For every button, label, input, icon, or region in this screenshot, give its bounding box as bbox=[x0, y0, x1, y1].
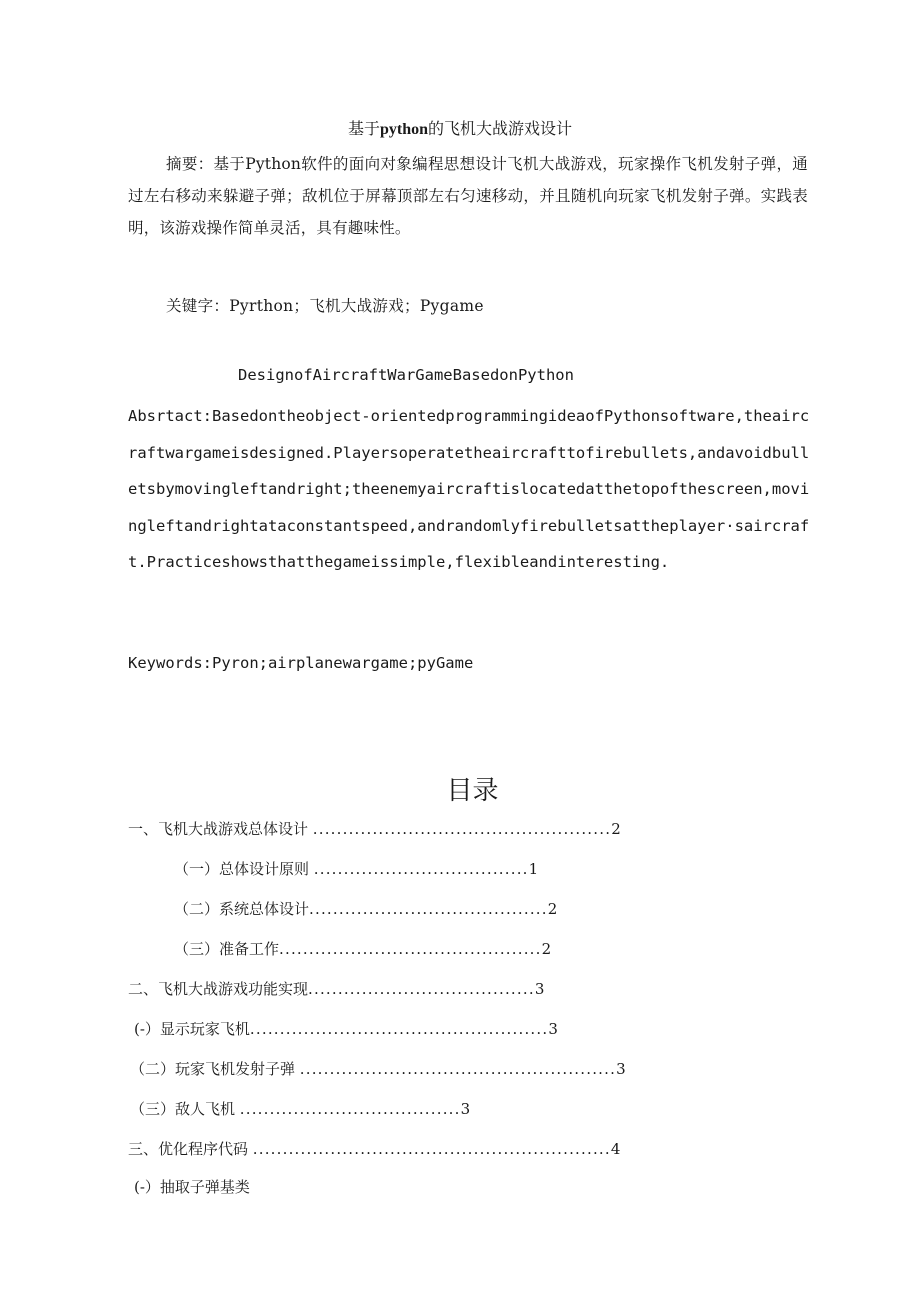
title-suffix: 的飞机大战游戏设计 bbox=[428, 119, 573, 138]
toc-entry-label: （二）玩家飞机发射子弹 bbox=[130, 1060, 300, 1078]
toc-leader-dots: ..................................... bbox=[239, 1100, 461, 1118]
toc-leader-dots: ............................................................ bbox=[252, 1140, 611, 1158]
english-title: DesignofAircraftWarGameBasedonPython bbox=[238, 366, 574, 384]
toc-entry[interactable] bbox=[174, 938, 551, 962]
toc-entry[interactable] bbox=[128, 1138, 620, 1162]
toc-page-number: 3 bbox=[548, 1020, 558, 1038]
toc-entry-label: （二）系统总体设计 bbox=[174, 900, 310, 918]
english-abstract: Absrtact:Basedontheobject-orientedprogrammingideaofPythonsoftware,theaircraftwargameisdesigned.Playersoperatetheaircrafttofirebullets,andavoidbulletsbymovingleftandright;theenemyaircraftislocatedatthetopofthescreen,movingleftandrightataconstantspeed,andrandomlyfirebulletsattheplayer·saircraft.Practiceshowsthatthegameissimple,flexibleandinteresting. bbox=[128, 407, 810, 571]
toc-entry-label: 三、优化程序代码 bbox=[128, 1140, 253, 1158]
toc-entry[interactable] bbox=[128, 818, 621, 842]
toc-page-number: 3 bbox=[534, 980, 545, 998]
english-keywords: Keywords:Pyron;airplanewargame;pyGame bbox=[128, 654, 474, 672]
toc-page-number: 1 bbox=[528, 860, 539, 878]
toc-entry[interactable] bbox=[130, 1058, 626, 1082]
toc-entry[interactable] bbox=[134, 1176, 250, 1200]
toc-entry-label: （一）总体设计原则 bbox=[174, 860, 314, 878]
toc-entry-label: (-）抽取子弹基类 bbox=[134, 1178, 250, 1196]
toc-leader-dots: ............................................ bbox=[279, 940, 542, 958]
toc-heading: 目录 bbox=[446, 776, 499, 806]
toc-entry[interactable] bbox=[128, 978, 544, 1002]
title-prefix: 基于 bbox=[347, 119, 380, 138]
toc-leader-dots: ...................................... bbox=[308, 980, 535, 998]
chinese-keywords: 关键字：Pyrthon；飞机大战游戏；Pygame bbox=[166, 297, 484, 315]
toc-leader-dots: .................................................. bbox=[249, 1020, 549, 1038]
toc-entry-label: 一、飞机大战游戏总体设计 bbox=[128, 820, 313, 838]
toc-leader-dots: .................................................. bbox=[312, 820, 612, 838]
toc-page-number: 3 bbox=[460, 1100, 471, 1118]
toc-entry[interactable] bbox=[134, 1018, 558, 1042]
toc-leader-dots: ........................................ bbox=[309, 900, 548, 918]
toc-entry[interactable] bbox=[174, 898, 557, 922]
toc-page-number: 4 bbox=[610, 1140, 621, 1158]
title-bold: python bbox=[379, 121, 429, 138]
toc-entry-label: 二、飞机大战游戏功能实现 bbox=[128, 980, 309, 998]
toc-leader-dots: ..................................................... bbox=[299, 1060, 617, 1078]
toc-page-number: 3 bbox=[616, 1060, 626, 1078]
toc-entry[interactable] bbox=[130, 1098, 470, 1122]
toc-entry-label: （三）敌人飞机 bbox=[130, 1100, 240, 1118]
toc-page-number: 2 bbox=[611, 820, 621, 838]
toc-page-number: 2 bbox=[547, 900, 558, 918]
toc-entry-label: （三）准备工作 bbox=[174, 940, 280, 958]
toc-page-number: 2 bbox=[541, 940, 552, 958]
toc-entry-label: (-）显示玩家飞机 bbox=[134, 1020, 250, 1038]
toc-entry[interactable] bbox=[174, 858, 538, 882]
chinese-abstract: 摘要：基于Python软件的面向对象编程思想设计飞机大战游戏，玩家操作飞机发射子弹，通过左右移动来躲避子弹；敌机位于屏幕顶部左右匀速移动，并且随机向玩家飞机发射子弹。实践表明，该游戏操作简单灵活，具有趣味性。 bbox=[128, 155, 808, 237]
toc-leader-dots: .................................... bbox=[313, 860, 529, 878]
paper-title bbox=[0, 116, 920, 139]
